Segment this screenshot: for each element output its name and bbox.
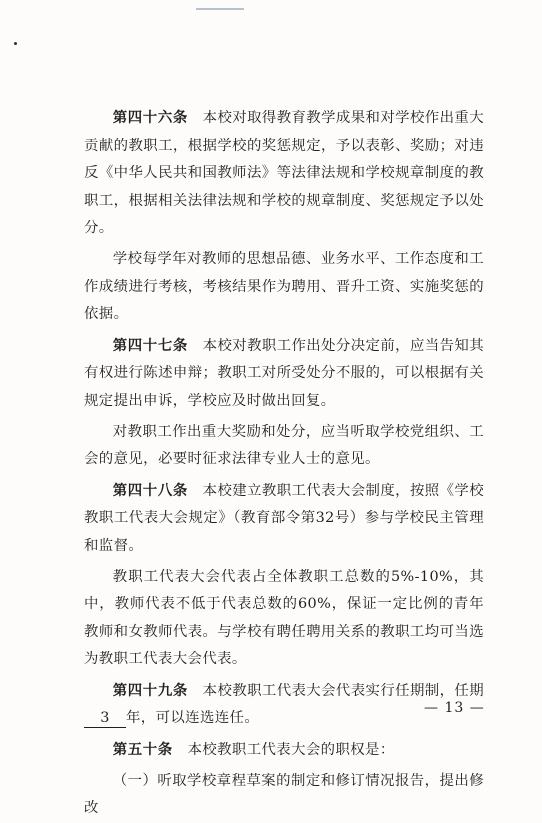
scan-dot [14, 42, 17, 45]
term-blank: 3 [84, 709, 126, 728]
paragraph-article-48 [84, 477, 484, 561]
paragraph [84, 419, 484, 474]
paragraph-text: （一）听取学校章程草案的制定和修订情况报告，提出修改 [84, 772, 484, 817]
paragraph-text: 本校对教职工作出处分决定前，应当告知其有权进行陈述申辩；教职工对所受处分不服的，可以根据有关规定提出申诉，学校应及时做出回复。 [84, 337, 484, 409]
scan-mark [196, 8, 244, 10]
paragraph-article-50 [84, 736, 484, 765]
page-number: — 13 — [424, 700, 485, 716]
article-heading: 第四十七条 [112, 336, 188, 354]
article-heading: 第四十八条 [112, 481, 188, 499]
paragraph-text: 学校每学年对教师的思想品德、业务水平、工作态度和工作成绩进行考核，考核结果作为聘用、晋升工资、实施奖惩的依据。 [84, 250, 484, 323]
paragraph [84, 768, 484, 823]
paragraph-text: 本校对取得教育教学成果和对学校作出重大贡献的教职工，根据学校的奖惩规定，予以表彰、奖励；对违反《中华人民共和国教师法》等法律法规和学校规章制度的教职工，根据相关法律法规和学校的规章制度、奖惩规定予以处分。 [84, 110, 484, 237]
paragraph-text: 本校教职工代表大会代表实行任期制，任期 [202, 682, 484, 699]
paragraph-article-47 [84, 332, 484, 416]
paragraph [84, 564, 484, 674]
paragraph [84, 246, 484, 329]
paragraph-article-46 [84, 104, 484, 243]
paragraph-text: 本校教职工代表大会的职权是： [187, 742, 395, 759]
paragraph-text: 对教职工作出重大奖励和处分，应当听取学校党组织、工会的意见，必要时征求法律专业人士的意见。 [84, 423, 484, 468]
article-heading: 第四十九条 [112, 681, 188, 699]
article-heading: 第五十条 [112, 741, 173, 759]
paragraph-text: 本校建立教职工代表大会制度，按照《学校教职工代表大会规定》（教育部令第32号）参与学校民主管理和监督。 [84, 482, 484, 554]
paragraph-text: 教职工代表大会代表占全体教职工总数的5%-10%，其中，教师代表不低于代表总数的60%，保证一定比例的青年教师和女教师代表。与学校有聘任聘用关系的教职工均可当选为教职工代表大会代表。 [84, 568, 484, 668]
paragraph-text: 年，可以连选连任。 [126, 710, 260, 727]
article-heading: 第四十六条 [112, 109, 188, 126]
